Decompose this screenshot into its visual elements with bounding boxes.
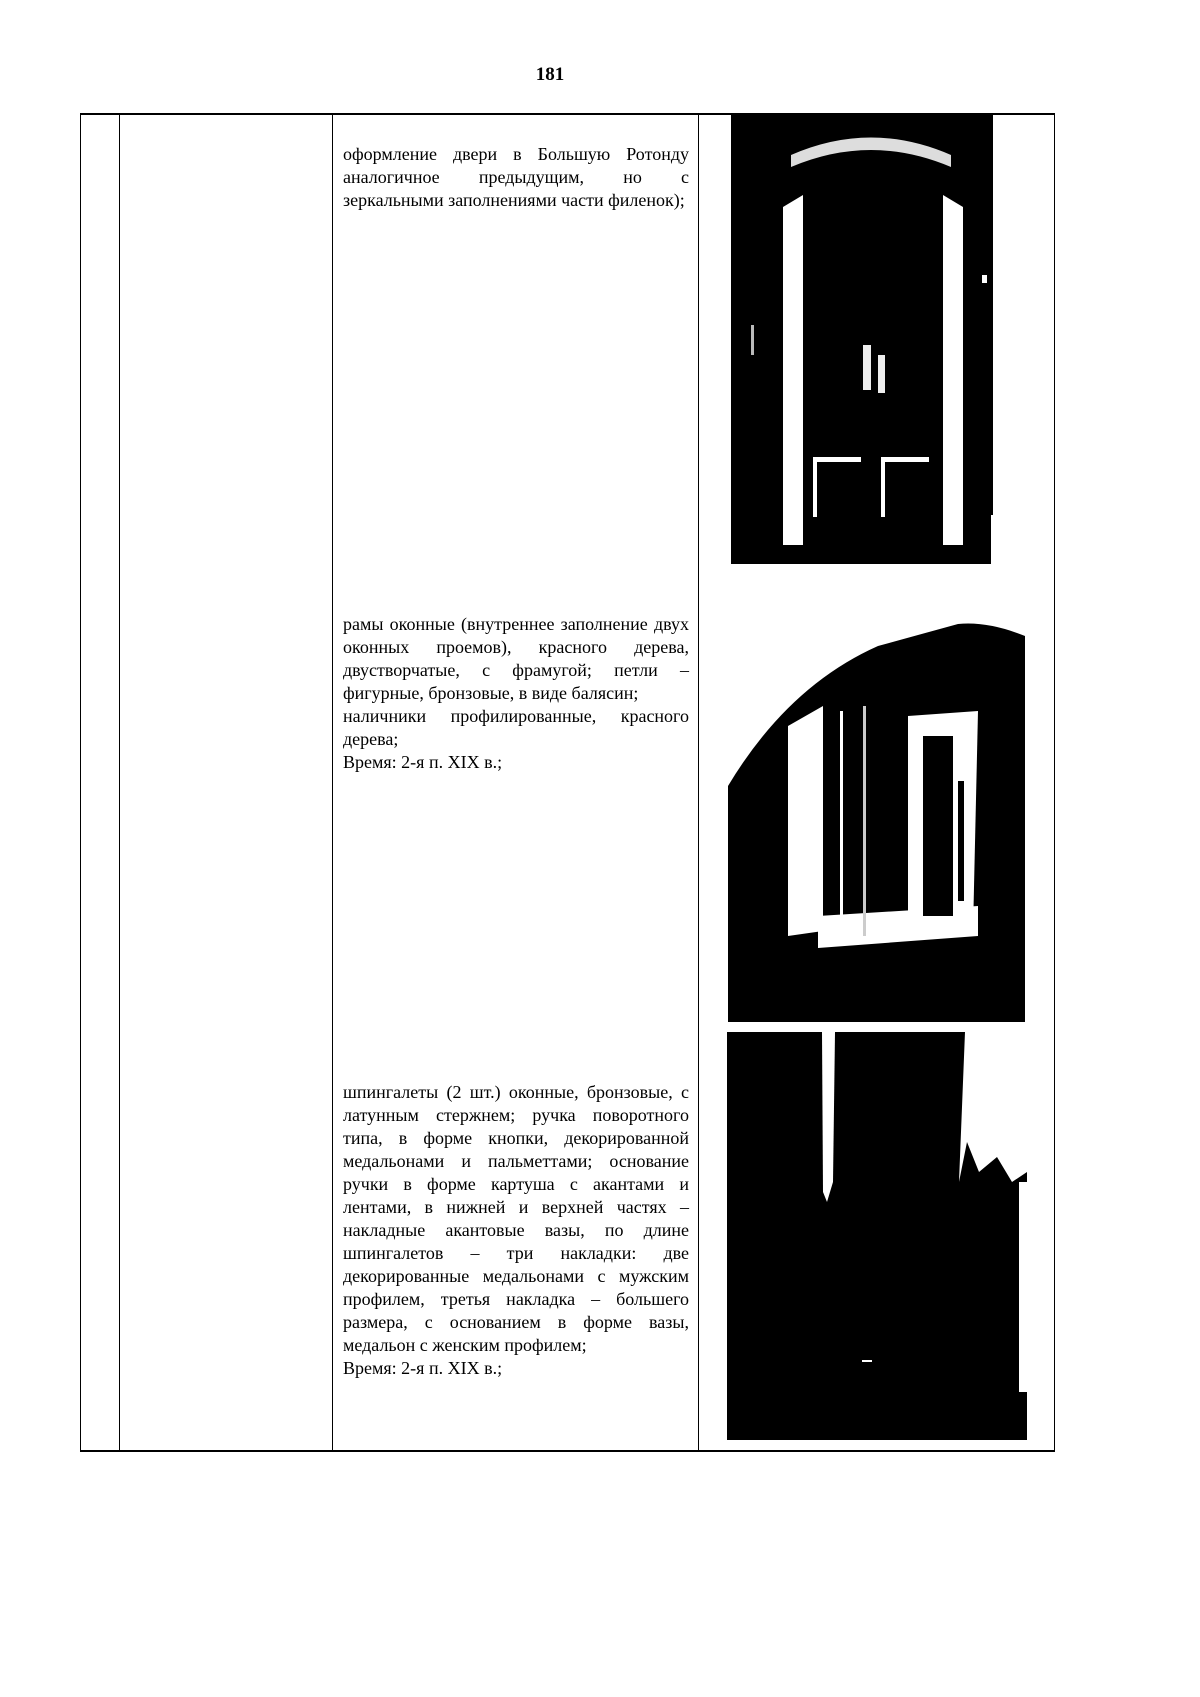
window-frame-photo [728,576,1025,1022]
description-paragraph: рамы оконные (внутреннее заполнение двух оконных проемов), красного дерева, двустворчатые, с фрамугой; петли – фигурные, бронзовые, в виде балясин; [343,614,689,703]
description-paragraph: наличники профилированные, красного дерева; [343,706,689,749]
page-number: 181 [535,64,565,85]
description-paragraph: Время: 2-я п. XIX в.; [343,752,503,772]
item-description-door [343,143,689,212]
description-paragraph: шпингалеты (2 шт.) оконные, бронзовые, с латунным стержнем; ручка поворотного типа, в форме кнопки, декорированной медальонами и пальметтами; основание ручки в форме картуша с акантами и лентами, в нижней и верхней частях – накладные акантовые вазы, по длине шпингалетов – три накладки: две декорированные медальонами с мужским профилем, третья накладка – большего размера, с основанием в форме вазы, медальон с женским профилем; [343,1082,689,1355]
inventory-table [80,113,1055,1452]
column-divider [119,115,120,1450]
espagnolette-photo [727,1032,1027,1440]
column-divider [698,115,699,1450]
item-description-espagnolettes [343,1081,689,1380]
description-paragraph: оформление двери в Большую Ротонду аналогичное предыдущим, но с зеркальными заполнениями части филенок); [343,144,689,210]
door-photo [731,115,1023,564]
description-paragraph: Время: 2-я п. XIX в.; [343,1358,503,1378]
column-divider [332,115,333,1450]
item-description-window-frames [343,613,689,774]
